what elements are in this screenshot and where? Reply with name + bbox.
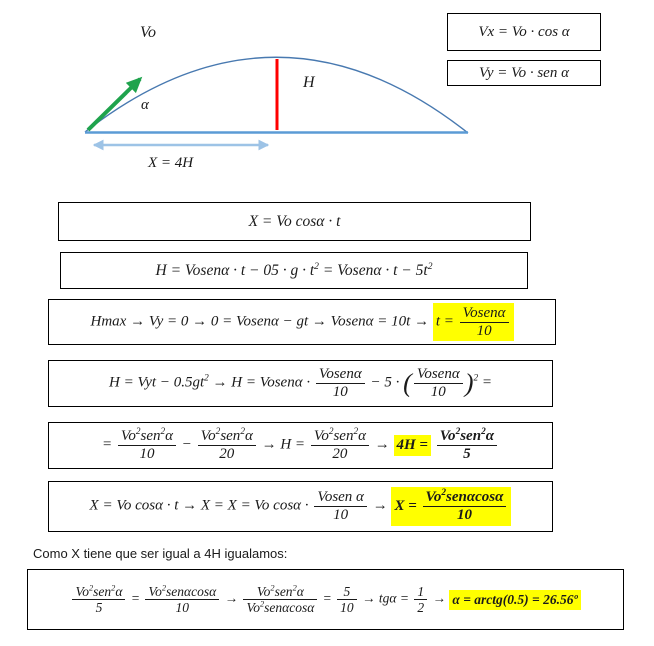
equation-h-result: = $\frac{Vo^2sen^2\alpha}{10}$ − $\frac{Vo^2sen^2\alpha}{20}$ → H = $\frac{Vo^2sen^2\alpha}{20}$ → 4H = $\frac{Vo^2sen^2\alpha}{5}$ — [102, 428, 499, 463]
equation-hmax-time: Hmax → Vy = 0 → 0 = Vosenα − gt → Vosenα = 10t → t = $\frac{\text{Vosenα}}{10}$ — [91, 303, 514, 342]
equation-x-result: X = Vo cosα · t → X = X = Vo cosα · $\frac{\text{Vosen α}}{10}$ → X = $\frac{Vo^2sen\alpha\cos\alpha}{10}$ — [90, 487, 512, 526]
height-label: H — [303, 74, 315, 91]
note-text: Como X tiene que ser igual a 4H igualamos: — [33, 546, 288, 561]
eq-box-x-result — [48, 481, 553, 532]
formula-vx: Vx = Vo · cos α — [478, 23, 570, 40]
eq-box-x — [58, 202, 531, 241]
equation-x: X = Vo cosα · t — [248, 212, 341, 230]
formula-box-vy — [447, 60, 601, 86]
eq-box-final-angle — [27, 569, 624, 630]
eq-box-h-substitution — [48, 360, 553, 407]
equation-h: H = Vosenα · $t - 05 \cdot g \cdot t^2$ = Vosenα · $t - 5t^2$ — [155, 260, 433, 279]
vo-label: Vo — [140, 24, 156, 41]
eq-box-h-result — [48, 422, 553, 469]
range-label: X = 4H — [148, 155, 194, 171]
eq-box-h — [60, 252, 528, 289]
equation-final-angle: $\frac{Vo^2sen^2\alpha}{5}$ = $\frac{Vo^2sen\alpha\cos\alpha}{10}$ → $\frac{Vo^2sen^2\alpha}{Vo^2sen\alpha\cos\alpha}$ = $\frac{5}{10}$ → tgα = $\frac{1}{2}$ → α = arctg(0.5) = 26.56º — [70, 584, 580, 615]
formula-box-vx — [447, 13, 601, 51]
alpha-label: α — [141, 97, 149, 113]
equation-h-substitution: H = Vyt − $0.5gt^2 \to H$ = Vosenα · $\frac{\text{Vosenα}}{10}$ − 5 · ( $\frac{\text{Vosenα}}{10}$ )$^2$ = — [109, 366, 492, 400]
velocity-vector-arrow — [88, 79, 140, 130]
formula-vy: Vy = Vo · sen α — [479, 64, 569, 81]
eq-box-hmax-time — [48, 299, 556, 345]
